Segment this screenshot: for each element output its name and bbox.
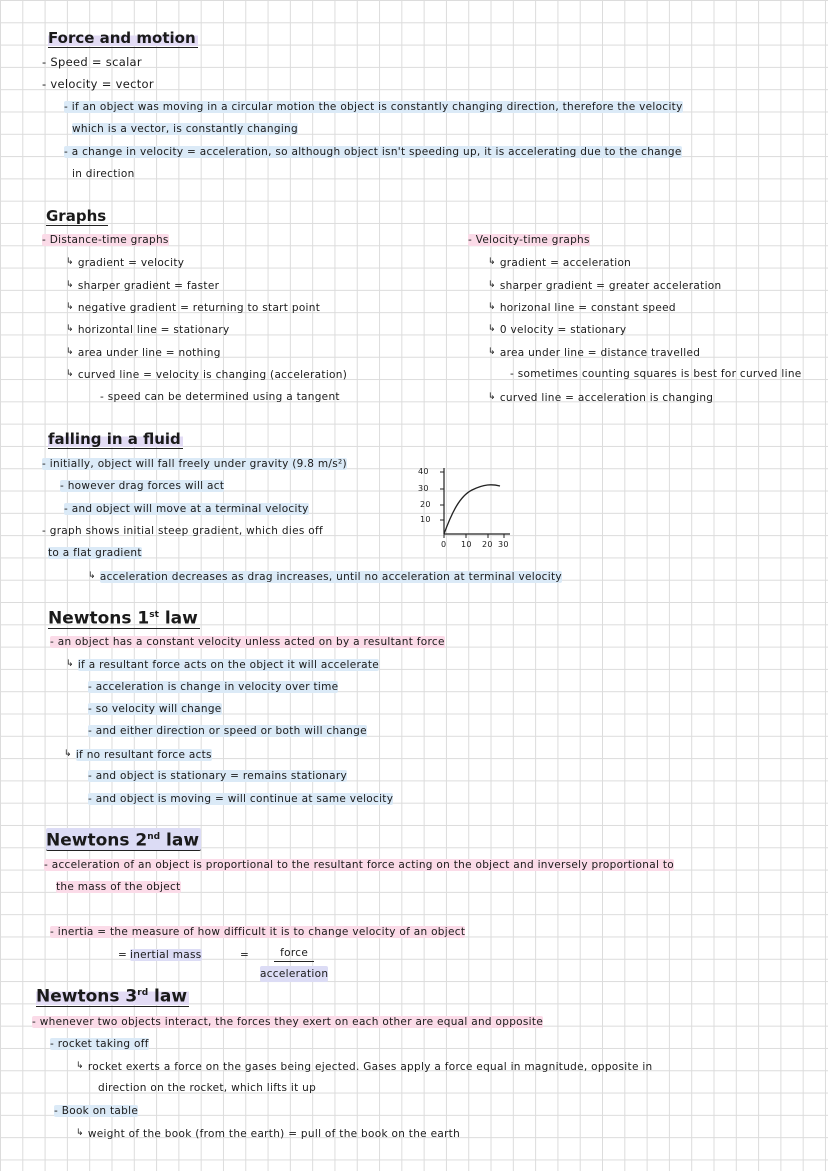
note-line bbox=[88, 768, 347, 784]
note-line bbox=[64, 144, 682, 160]
note-text: - a change in velocity = acceleration, so although object isn't speeding up, it is accelerating due to the change bbox=[64, 146, 682, 158]
chart-svg bbox=[418, 462, 528, 552]
note-line: - velocity = vector bbox=[42, 77, 154, 91]
note-line bbox=[88, 701, 222, 717]
note-line bbox=[50, 1036, 149, 1052]
list-item bbox=[66, 254, 184, 271]
heading-text: Newtons 1 bbox=[48, 608, 150, 629]
equals-sign: = bbox=[240, 949, 250, 961]
note-text: gradient = acceleration bbox=[499, 257, 632, 269]
note-text: - and object is stationary = remains stationary bbox=[88, 770, 347, 782]
arrow-icon: ↳ bbox=[66, 347, 74, 357]
note-text: curved line = acceleration is changing bbox=[499, 392, 714, 404]
note-text: - and object is moving = will continue at same velocity bbox=[88, 793, 394, 805]
heading-text: Newtons 3 bbox=[36, 986, 138, 1007]
note-line bbox=[42, 456, 347, 472]
arrow-icon: ↳ bbox=[488, 392, 496, 402]
note-line bbox=[44, 857, 674, 873]
arrow-icon: ↳ bbox=[66, 324, 74, 334]
y-tick: 30 bbox=[418, 484, 429, 493]
heading-newtons-2nd-law bbox=[46, 828, 201, 851]
list-item bbox=[488, 321, 626, 338]
note-line bbox=[60, 478, 224, 494]
list-item bbox=[488, 299, 676, 316]
note-text: 0 velocity = stationary bbox=[499, 324, 627, 336]
arrow-icon: ↳ bbox=[488, 302, 496, 312]
x-tick: 20 bbox=[482, 540, 493, 549]
arrow-icon: ↳ bbox=[76, 1061, 84, 1071]
note-text: - inertia = the measure of how difficult it is to change velocity of an object bbox=[50, 926, 466, 938]
note-text: - Book on table bbox=[54, 1105, 139, 1117]
note-text: inertial mass bbox=[130, 949, 202, 961]
arrow-icon: ↳ bbox=[488, 347, 496, 357]
note-line bbox=[64, 99, 683, 115]
note-text: sharper gradient = faster bbox=[77, 280, 220, 292]
arrow-icon: ↳ bbox=[66, 302, 74, 312]
velocity-time-sketch-chart bbox=[418, 462, 528, 552]
note-text: the mass of the object bbox=[56, 881, 181, 893]
list-item bbox=[88, 568, 562, 585]
note-line: direction on the rocket, which lifts it up bbox=[98, 1082, 317, 1094]
note-line: in direction bbox=[72, 168, 135, 180]
note-text: horizontal line = stationary bbox=[77, 324, 230, 336]
y-tick: 10 bbox=[420, 515, 431, 524]
note-text: - initially, object will fall freely under gravity (9.8 m/s²) bbox=[42, 458, 347, 470]
note-line bbox=[56, 879, 181, 895]
heading-newtons-3rd-law bbox=[36, 984, 189, 1007]
note-text: - and object will move at a terminal velocity bbox=[64, 503, 309, 515]
note-text: area under line = nothing bbox=[77, 347, 221, 359]
arrow-icon: ↳ bbox=[488, 280, 496, 290]
arrow-icon: ↳ bbox=[66, 369, 74, 379]
note-line bbox=[64, 501, 309, 517]
note-text: - and either direction or speed or both will change bbox=[88, 725, 367, 737]
note-text: - rocket taking off bbox=[50, 1038, 149, 1050]
heading-sup: rd bbox=[137, 988, 149, 998]
list-item bbox=[488, 277, 721, 294]
list-item bbox=[76, 1125, 460, 1142]
arrow-icon: ↳ bbox=[76, 1128, 84, 1138]
arrow-icon: ↳ bbox=[66, 280, 74, 290]
heading-falling-in-a-fluid: falling in a fluid bbox=[48, 430, 181, 448]
note-text: - however drag forces will act bbox=[60, 480, 225, 492]
note-text: area under line = distance travelled bbox=[499, 347, 701, 359]
inertial-mass-label bbox=[130, 947, 202, 963]
note-text: - acceleration is change in velocity over time bbox=[88, 681, 339, 693]
list-item bbox=[488, 254, 631, 271]
arrow-icon: ↳ bbox=[66, 659, 74, 669]
list-item bbox=[66, 344, 221, 361]
arrow-icon: ↳ bbox=[66, 257, 74, 267]
velocity-time-heading bbox=[468, 232, 590, 248]
distance-time-heading bbox=[42, 232, 169, 248]
x-tick: 30 bbox=[498, 540, 509, 549]
note-text: gradient = velocity bbox=[77, 257, 185, 269]
heading-force-and-motion: Force and motion bbox=[48, 29, 196, 47]
list-item bbox=[64, 746, 212, 763]
fraction-denominator: acceleration bbox=[260, 968, 329, 980]
list-item bbox=[66, 656, 379, 673]
y-tick: 20 bbox=[420, 500, 431, 509]
note-line bbox=[88, 679, 338, 695]
x-tick: 10 bbox=[461, 540, 472, 549]
fraction-numerator: force bbox=[274, 945, 314, 962]
note-text: which is a vector, is constantly changing bbox=[72, 123, 298, 135]
note-text: - acceleration of an object is proportional to the resultant force acting on the object and inversely proportional to bbox=[44, 859, 674, 871]
heading-text: law bbox=[160, 830, 200, 851]
note-line bbox=[72, 121, 298, 137]
list-item bbox=[66, 299, 320, 316]
heading-sup: st bbox=[149, 610, 159, 620]
note-text: - an object has a constant velocity unless acted on by a resultant force bbox=[50, 636, 445, 648]
note-text: to a flat gradient bbox=[48, 547, 142, 559]
list-item bbox=[66, 366, 347, 383]
note-line: - Speed = scalar bbox=[42, 55, 142, 69]
arrow-icon: ↳ bbox=[88, 571, 96, 581]
note-line bbox=[88, 791, 393, 807]
heading-graphs: Graphs bbox=[46, 207, 107, 225]
note-line bbox=[48, 545, 142, 561]
note-text: weight of the book (from the earth) = pull of the book on the earth bbox=[87, 1128, 461, 1140]
note-text: - Distance-time graphs bbox=[42, 234, 169, 246]
note-text: acceleration decreases as drag increases, until no acceleration at terminal velocity bbox=[99, 571, 562, 583]
heading-text: Newtons 2 bbox=[46, 830, 148, 851]
note-line bbox=[32, 1014, 543, 1030]
note-line bbox=[50, 924, 465, 940]
note-text: if a resultant force acts on the object it will accelerate bbox=[77, 659, 379, 671]
note-text: rocket exerts a force on the gases being ejected. Gases apply a force equal in magnitude, opposite in bbox=[87, 1061, 653, 1073]
list-item bbox=[66, 321, 229, 338]
arrow-icon: ↳ bbox=[488, 257, 496, 267]
note-text: - Velocity-time graphs bbox=[468, 234, 590, 246]
list-item bbox=[488, 389, 713, 406]
x-tick: 0 bbox=[441, 540, 447, 549]
note-text: sharper gradient = greater acceleration bbox=[499, 280, 722, 292]
heading-newtons-1st-law bbox=[48, 606, 200, 629]
note-text: curved line = velocity is changing (acceleration) bbox=[77, 369, 348, 381]
heading-text: law bbox=[158, 608, 198, 629]
y-tick: 40 bbox=[418, 467, 429, 476]
note-line: - sometimes counting squares is best for curved line bbox=[510, 368, 802, 380]
list-item bbox=[76, 1058, 653, 1075]
note-text: if no resultant force acts bbox=[75, 749, 212, 761]
force-over-acceleration-fraction bbox=[260, 945, 328, 982]
note-text: - so velocity will change bbox=[88, 703, 222, 715]
list-item bbox=[488, 344, 700, 361]
note-line: - graph shows initial steep gradient, which dies off bbox=[42, 525, 323, 537]
heading-text: law bbox=[148, 986, 188, 1007]
note-text: - if an object was moving in a circular motion the object is constantly changing direction, therefore the velocity bbox=[64, 101, 683, 113]
note-line: - speed can be determined using a tangent bbox=[100, 391, 340, 403]
note-text: horizonal line = constant speed bbox=[499, 302, 676, 314]
note-line bbox=[54, 1103, 138, 1119]
arrow-icon: ↳ bbox=[488, 324, 496, 334]
note-line bbox=[88, 723, 367, 739]
note-line bbox=[50, 634, 445, 650]
arrow-icon: ↳ bbox=[64, 749, 72, 759]
note-text: - whenever two objects interact, the forces they exert on each other are equal and opposite bbox=[32, 1016, 544, 1028]
list-item bbox=[66, 277, 219, 294]
note-text: negative gradient = returning to start point bbox=[77, 302, 321, 314]
heading-sup: nd bbox=[147, 832, 161, 842]
equals-sign: = bbox=[118, 949, 128, 961]
